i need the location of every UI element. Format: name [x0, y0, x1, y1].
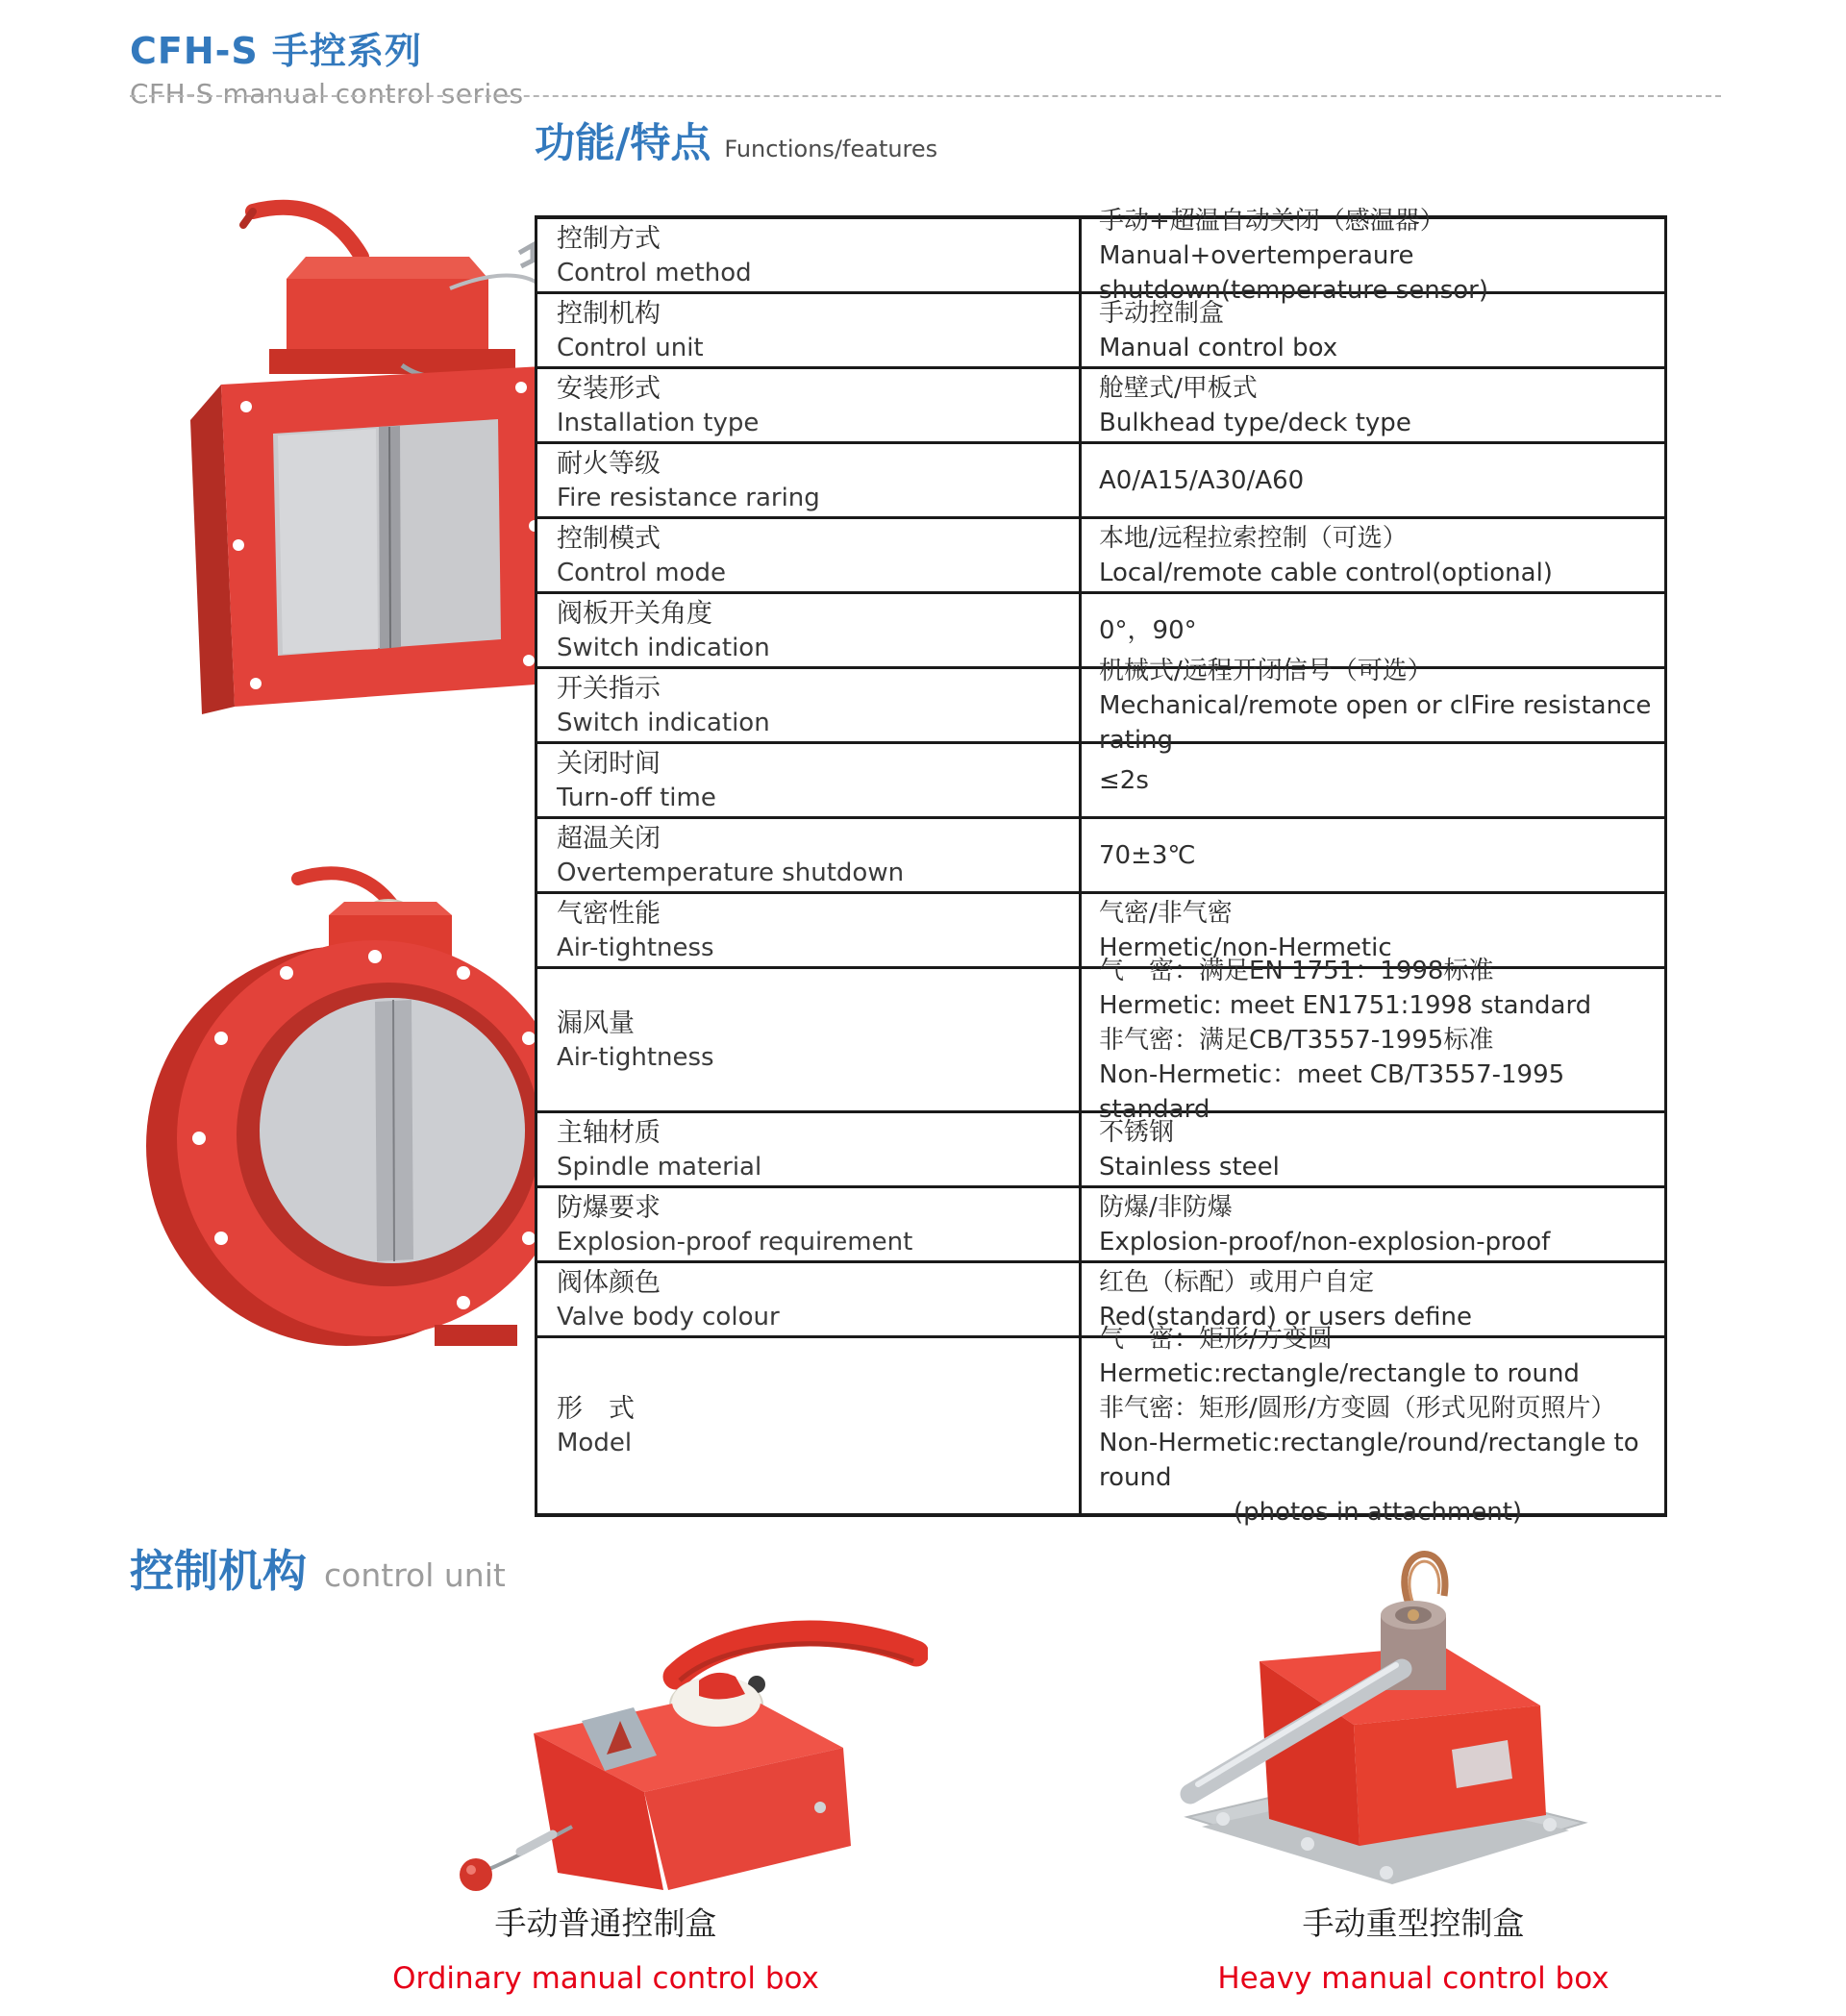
row-label-cell	[537, 819, 1082, 891]
row-label-cell	[537, 1113, 1082, 1185]
row-value-cell	[1082, 206, 1664, 305]
row-label-zh: 主轴材质	[557, 1117, 661, 1148]
ordinary-control-box-illustration	[428, 1584, 928, 1892]
row-value-line: 本地/远程拉索控制（可选）	[1099, 523, 1408, 553]
row-value-cell	[1082, 744, 1664, 816]
row-label-zh: 阀体颜色	[557, 1267, 661, 1298]
row-label-zh: 控制方式	[557, 223, 661, 254]
row-value-cell	[1082, 819, 1664, 891]
control-unit-heading-zh: 控制机构	[130, 1545, 307, 1597]
table-row	[537, 1113, 1664, 1188]
row-label-cell	[537, 294, 1082, 366]
row-label-zh: 超温关闭	[557, 823, 661, 854]
row-value-line: 70±3℃	[1099, 840, 1196, 870]
row-label-en: Switch indication	[557, 633, 770, 662]
row-value-line: ≤2s	[1099, 765, 1149, 795]
row-label-cell	[537, 519, 1082, 591]
row-label-cell	[537, 744, 1082, 816]
table-row	[537, 956, 1664, 1124]
row-value-cell	[1082, 294, 1664, 366]
row-value-line: Manual+overtemperaure shutdown(temperature sensor)	[1099, 240, 1488, 305]
row-label-en: Fire resistance raring	[557, 483, 820, 512]
row-value-cell	[1082, 519, 1664, 591]
ordinary-box-caption-en: Ordinary manual control box	[392, 1961, 819, 1996]
row-value-line: Local/remote cable control(optional)	[1099, 558, 1553, 587]
row-value-line: Hermetic: meet EN1751:1998 standard	[1099, 990, 1592, 1020]
row-value-cell	[1082, 1113, 1664, 1185]
row-label-cell	[537, 1338, 1082, 1513]
table-row	[537, 656, 1664, 755]
heavy-box-caption-en: Heavy manual control box	[1217, 1961, 1609, 1996]
row-value-line: 非气密：满足CB/T3557-1995标准	[1099, 1025, 1494, 1055]
row-value-line: 气密/非气密	[1099, 898, 1233, 928]
row-label-zh: 防爆要求	[557, 1192, 661, 1223]
header-divider	[130, 95, 1721, 97]
ordinary-control-box-image	[428, 1584, 928, 1892]
row-label-en: Installation type	[557, 408, 760, 437]
row-value-line: 气 密：矩形/方变圆	[1099, 1325, 1333, 1354]
table-row	[537, 206, 1664, 305]
table-row	[537, 519, 1664, 594]
heavy-box-caption-zh: 手动重型控制盒	[1302, 1904, 1525, 1942]
row-value-line: Stainless steel	[1099, 1152, 1280, 1182]
ordinary-box-caption	[317, 1899, 894, 1996]
row-label-cell	[537, 219, 1082, 291]
row-label-zh: 控制模式	[557, 523, 661, 554]
row-label-zh: 关闭时间	[557, 748, 661, 779]
row-label-zh: 安装形式	[557, 373, 661, 404]
row-label-cell	[537, 669, 1082, 741]
page-title: CFH-S 手控系列	[130, 30, 423, 72]
row-label-cell	[537, 894, 1082, 966]
row-label-en: Turn-off time	[557, 783, 716, 812]
row-label-cell	[537, 369, 1082, 441]
row-value-line: 手动+超温自动关闭（感温器）	[1099, 206, 1445, 236]
row-value-line: Bulkhead type/deck type	[1099, 408, 1411, 437]
row-label-en: Control unit	[557, 333, 704, 362]
row-value-cell	[1082, 656, 1664, 755]
row-label-cell	[537, 1188, 1082, 1260]
control-unit-heading-en: control unit	[324, 1556, 506, 1594]
row-value-cell	[1082, 1325, 1664, 1527]
row-label-zh: 控制机构	[557, 298, 661, 329]
row-label-zh: 漏风量	[557, 1008, 635, 1038]
row-value-line: Hermetic:rectangle/rectangle to round	[1099, 1359, 1580, 1388]
ordinary-box-caption-zh: 手动普通控制盒	[494, 1904, 717, 1942]
row-label-cell	[537, 594, 1082, 666]
row-value-cell	[1082, 444, 1664, 516]
row-label-cell	[537, 1263, 1082, 1335]
square-fire-damper-image	[162, 187, 556, 716]
row-label-en: Explosion-proof requirement	[557, 1227, 913, 1257]
row-value-line: Red(standard) or users define	[1099, 1302, 1473, 1332]
square-fire-damper-illustration	[162, 187, 556, 716]
table-row	[537, 369, 1664, 444]
table-row	[537, 744, 1664, 819]
heavy-box-caption	[1125, 1899, 1702, 1996]
row-label-en: Valve body colour	[557, 1302, 780, 1332]
round-fire-damper-image	[146, 865, 588, 1356]
row-value-cell	[1082, 1188, 1664, 1260]
row-value-line: Manual control box	[1099, 333, 1338, 362]
round-fire-damper-illustration	[146, 865, 588, 1356]
row-value-line: Hermetic/non-Hermetic	[1099, 933, 1392, 962]
table-row	[537, 1188, 1664, 1263]
row-value-cell	[1082, 956, 1664, 1124]
row-value-cell	[1082, 369, 1664, 441]
row-label-en: Spindle material	[557, 1152, 762, 1182]
row-value-line: 红色（标配）或用户自定	[1099, 1267, 1375, 1297]
row-label-zh: 形 式	[557, 1394, 635, 1424]
row-value-line: 舱壁式/甲板式	[1099, 373, 1258, 403]
row-value-line: 防爆/非防爆	[1099, 1192, 1233, 1222]
row-value-line: 非气密：矩形/圆形/方变圆（形式见附页照片）	[1099, 1394, 1616, 1423]
row-label-en: Air-tightness	[557, 1042, 714, 1072]
row-label-cell	[537, 444, 1082, 516]
row-value-line: Explosion-proof/non-explosion-proof	[1099, 1227, 1551, 1257]
row-value-line: 手动控制盒	[1099, 298, 1225, 328]
row-value-line: 机械式/远程开闭信号（可选）	[1099, 656, 1433, 685]
row-label-en: Switch indication	[557, 708, 770, 737]
row-value-line: Non-Hermetic:rectangle/round/rectangle to round	[1099, 1429, 1639, 1492]
page-subtitle: CFH-S manual control series	[130, 78, 524, 110]
row-value-line: (photos in attachment)	[1233, 1498, 1523, 1527]
row-label-en: Model	[557, 1429, 633, 1457]
heavy-control-box-image	[1135, 1527, 1634, 1911]
row-value-line: 0°，90°	[1099, 615, 1197, 645]
functions-spec-table	[535, 206, 1667, 1527]
table-row	[537, 819, 1664, 894]
row-label-en: Control method	[557, 258, 752, 287]
table-row	[537, 294, 1664, 369]
row-label-zh: 气密性能	[557, 898, 661, 929]
functions-heading-en: Functions/features	[724, 136, 938, 162]
row-value-line: Non-Hermetic：meet CB/T3557-1995 standard	[1099, 1059, 1565, 1124]
row-value-line: Mechanical/remote open or clFire resistance rating	[1099, 690, 1652, 755]
table-row	[537, 1325, 1664, 1527]
row-label-en: Air-tightness	[557, 933, 714, 962]
functions-section-heading	[535, 112, 937, 169]
heavy-control-box-illustration	[1135, 1527, 1634, 1911]
row-label-en: Control mode	[557, 558, 726, 587]
row-value-line: 气 密：满足EN 1751：1998标准	[1099, 956, 1494, 985]
row-value-line: A0/A15/A30/A60	[1099, 465, 1305, 495]
row-value-line: 不锈钢	[1099, 1117, 1175, 1147]
table-row	[537, 444, 1664, 519]
row-label-cell	[537, 969, 1082, 1110]
row-label-zh: 耐火等级	[557, 448, 661, 479]
row-label-zh: 阀板开关角度	[557, 598, 712, 629]
row-label-en: Overtemperature shutdown	[557, 858, 905, 887]
functions-heading-zh: 功能/特点	[535, 119, 711, 166]
row-label-zh: 开关指示	[557, 673, 661, 704]
